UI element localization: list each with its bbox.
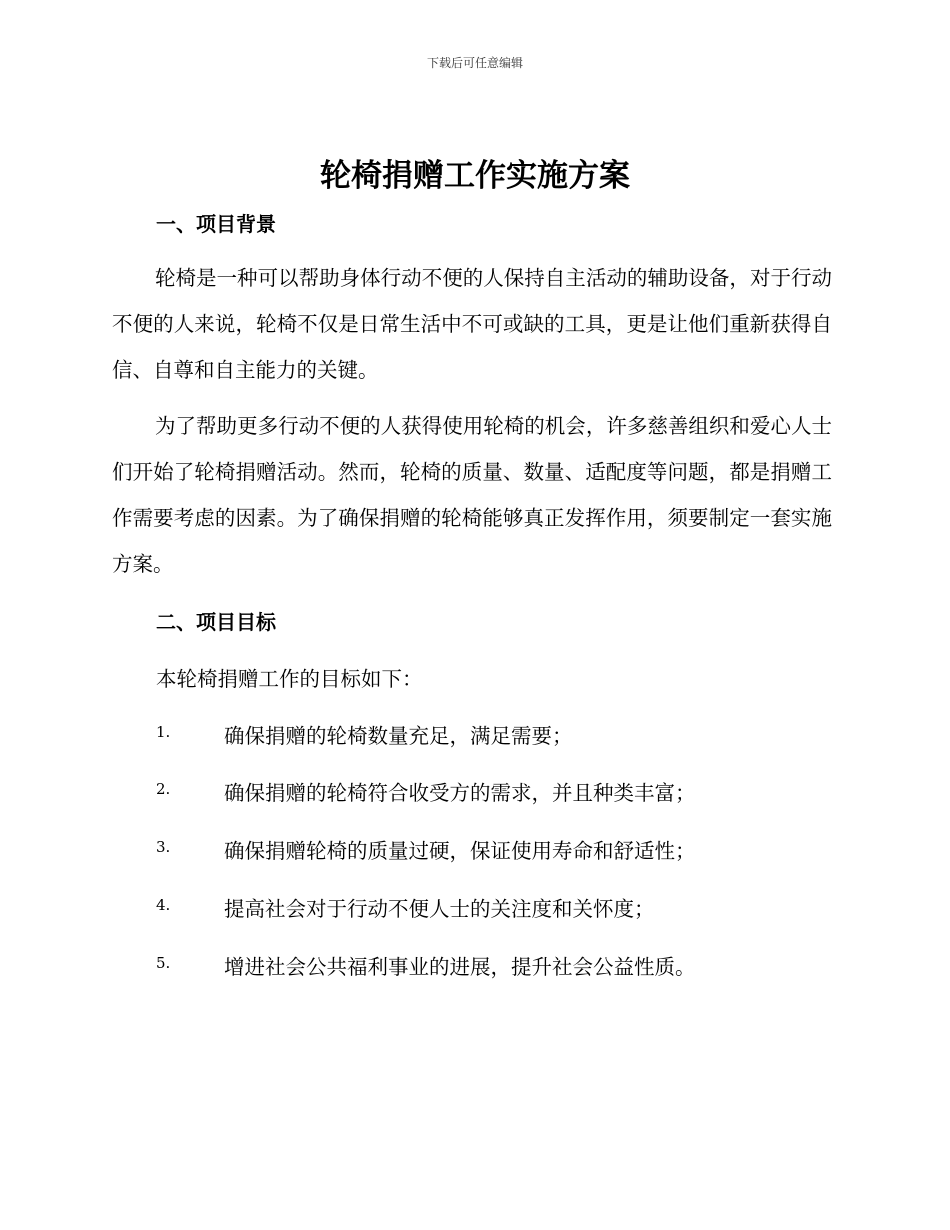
paragraph-background-2: 为了帮助更多行动不便的人获得使用轮椅的机会，许多慈善组织和爱心人士们开始了轮椅捐赠活动。然而，轮椅的质量、数量、适配度等问题，都是捐赠工作需要考虑的因素。为了确保捐赠的轮椅能够真正发挥作用，须要制定一套实施方案。	[112, 414, 832, 576]
list-item-text: 提高社会对于行动不便人士的关注度和关怀度；	[224, 897, 655, 921]
list-item-number: 1.	[156, 723, 171, 741]
section-heading-goals: 二、项目目标	[156, 610, 276, 634]
list-item	[156, 719, 856, 749]
section-heading-background: 一、项目背景	[156, 212, 276, 236]
list-item-number: 3.	[156, 838, 171, 856]
goals-intro: 本轮椅捐赠工作的目标如下：	[156, 667, 423, 691]
list-item-text: 确保捐赠轮椅的质量过硬，保证使用寿命和舒适性；	[224, 839, 696, 863]
list-item-number: 4.	[156, 896, 171, 914]
paragraph-background-1: 轮椅是一种可以帮助身体行动不便的人保持自主活动的辅助设备，对于行动不便的人来说，轮椅不仅是日常生活中不可或缺的工具，更是让他们重新获得自信、自尊和自主能力的关键。	[112, 266, 832, 382]
list-item	[156, 776, 856, 806]
list-item-text: 确保捐赠的轮椅数量充足，满足需要；	[224, 724, 573, 748]
list-item-text: 确保捐赠的轮椅符合收受方的需求，并且种类丰富；	[224, 781, 696, 805]
page-header-note: 下载后可任意编辑	[426, 56, 523, 70]
list-item-number: 2.	[156, 780, 171, 798]
list-item	[156, 950, 856, 980]
document-title: 轮椅捐赠工作实施方案	[320, 158, 630, 194]
list-item-number: 5.	[156, 954, 171, 972]
list-item-text: 增进社会公共福利事业的进展，提升社会公益性质。	[224, 955, 696, 979]
list-item	[156, 892, 856, 922]
list-item	[156, 834, 856, 864]
